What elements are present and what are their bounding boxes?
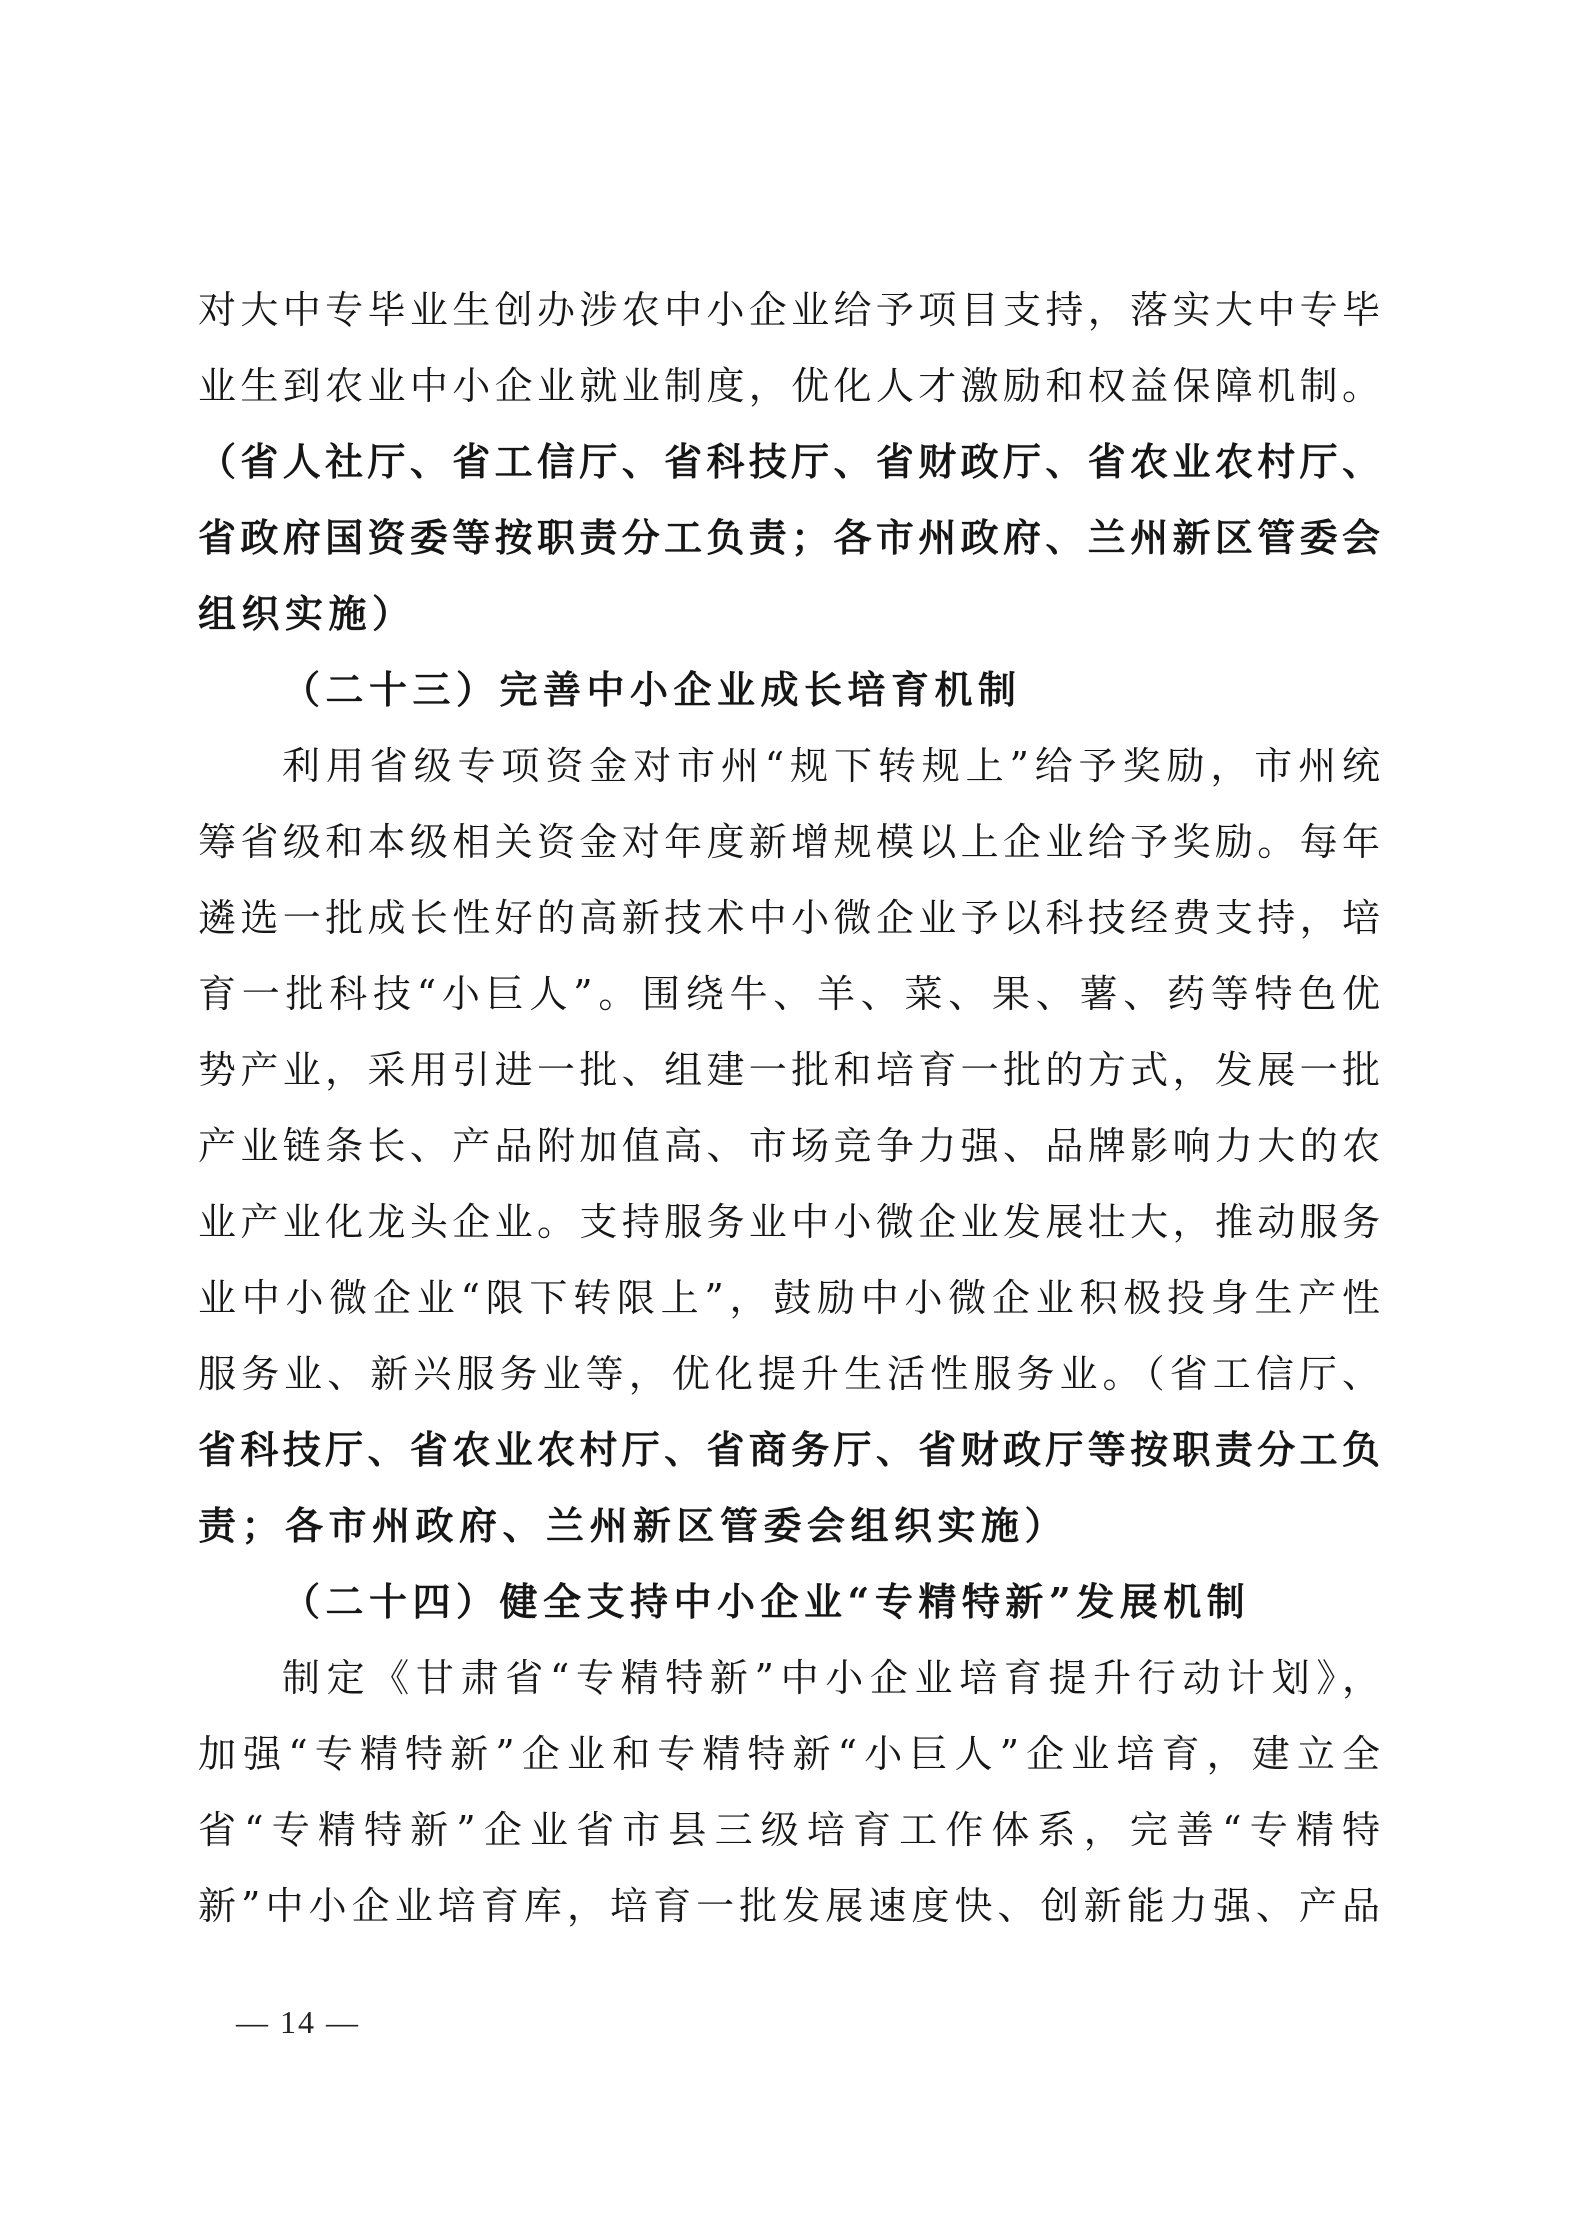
responsibility-note: 组织实施） (198, 591, 416, 636)
text-line: 筹省级和本级相关资金对年度新增规模以上企业给予奖励。每年 (198, 820, 1380, 864)
text-line: 育一批科技“小巨人”。围绕牛、羊、菜、果、薯、药等特色优 (198, 972, 1380, 1016)
page-number: — 14 — (236, 2004, 360, 2040)
text-line: 业产业化龙头企业。支持服务业中小微企业发展壮大，推动服务 (198, 1200, 1380, 1244)
text-line: 制定《甘肃省“专精特新”中小企业培育提升行动计划》， (282, 1656, 1380, 1700)
text-line: 加强“专精特新”企业和专精特新“小巨人”企业培育，建立全 (198, 1732, 1380, 1776)
text-line: 遴选一批成长性好的高新技术中小微企业予以科技经费支持，培 (198, 896, 1380, 940)
text-line: 服务业、新兴服务业等，优化提升生活性服务业。（省工信厅、 (198, 1352, 1380, 1396)
text-line: 省“专精特新”企业省市县三级培育工作体系，完善“专精特 (198, 1808, 1380, 1852)
text-line: 产业链条长、产品附加值高、市场竞争力强、品牌影响力大的农 (198, 1124, 1380, 1168)
text-line: 势产业，采用引进一批、组建一批和培育一批的方式，发展一批 (198, 1048, 1380, 1092)
text-line: 对大中专毕业生创办涉农中小企业给予项目支持，落实大中专毕 (198, 288, 1380, 332)
responsibility-note: （省人社厅、省工信厅、省科技厅、省财政厅、省农业农村厅、 (198, 439, 1380, 484)
text-line: 利用省级专项资金对市州“规下转规上”给予奖励，市州统 (282, 744, 1380, 788)
text-line: 业生到农业中小企业就业制度，优化人才激励和权益保障机制。 (198, 364, 1380, 408)
responsibility-note: 责；各市州政府、兰州新区管委会组织实施） (198, 1503, 1069, 1548)
responsibility-note: 省科技厅、省农业农村厅、省商务厅、省财政厅等按职责分工负 (198, 1427, 1380, 1472)
section-heading-23: （二十三）完善中小企业成长培育机制 (282, 667, 1022, 712)
document-body (198, 272, 1380, 1944)
section-heading-24: （二十四）健全支持中小企业“专精特新”发展机制 (282, 1579, 1251, 1624)
text-line: 新”中小企业培育库，培育一批发展速度快、创新能力强、产品 (198, 1884, 1380, 1928)
text-line: 业中小微企业“限下转限上”，鼓励中小微企业积极投身生产性 (198, 1276, 1380, 1320)
responsibility-note: 省政府国资委等按职责分工负责；各市州政府、兰州新区管委会 (198, 515, 1380, 560)
